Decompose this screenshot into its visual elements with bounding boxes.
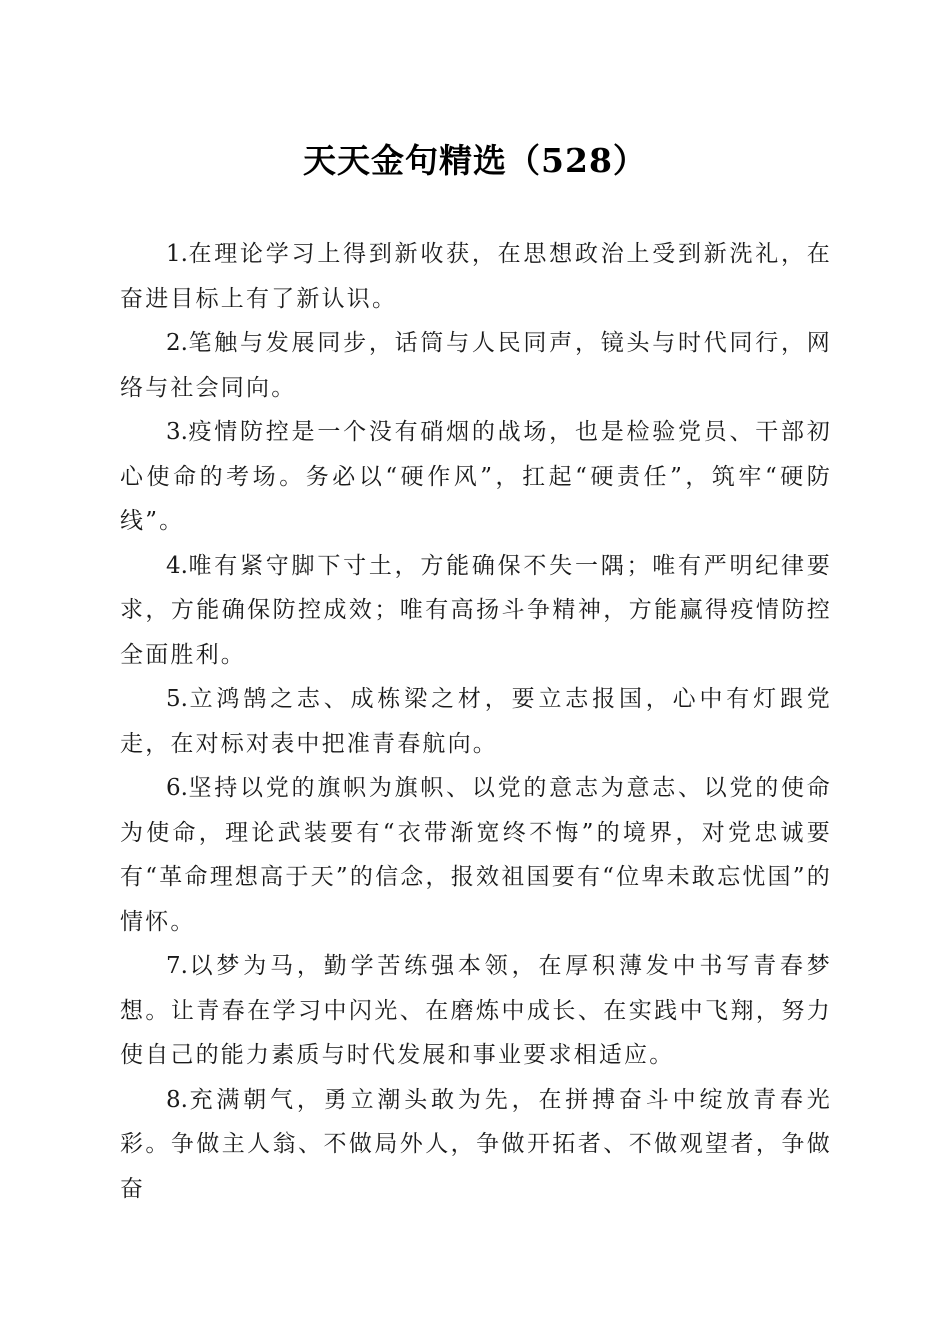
paragraph-6 xyxy=(120,766,832,944)
paragraph-text: 笔触与发展同步，话筒与人民同声，镜头与时代同行，网络与社会同向。 xyxy=(120,330,832,401)
document-body xyxy=(120,232,832,1211)
paragraph-4 xyxy=(120,544,832,678)
paragraph-2 xyxy=(120,321,832,410)
paragraph-5 xyxy=(120,677,832,766)
page-title: 天天金句精选（528） xyxy=(303,141,647,180)
paragraph-text: 在理论学习上得到新收获，在思想政治上受到新洗礼，在奋进目标上有了新认识。 xyxy=(120,241,832,312)
paragraph-text: 坚持以党的旗帜为旗帜、以党的意志为意志、以党的使命为使命，理论武装要有“衣带渐宽终不悔”的境界，对党忠诚要有“革命理想高于天”的信念，报效祖国要有“位卑未敢忘忧国”的情怀。 xyxy=(120,775,832,935)
paragraph-text: 疫情防控是一个没有硝烟的战场，也是检验党员、干部初心使命的考场。务必以“硬作风”，扛起“硬责任”，筑牢“硬防线”。 xyxy=(120,419,832,534)
paragraph-8 xyxy=(120,1078,832,1212)
paragraph-3 xyxy=(120,410,832,544)
paragraph-number: 4. xyxy=(166,552,188,579)
paragraph-1 xyxy=(120,232,832,321)
paragraph-number: 8. xyxy=(166,1086,188,1113)
paragraph-text: 以梦为马，勤学苦练强本领，在厚积薄发中书写青春梦想。让青春在学习中闪光、在磨炼中成长、在实践中飞翔，努力使自己的能力素质与时代发展和事业要求相适应。 xyxy=(120,953,832,1068)
paragraph-text: 充满朝气，勇立潮头敢为先，在拼搏奋斗中绽放青春光彩。争做主人翁、不做局外人，争做开拓者、不做观望者，争做奋 xyxy=(120,1086,832,1202)
paragraph-number: 5. xyxy=(166,686,188,712)
paragraph-number: 7. xyxy=(166,953,188,979)
paragraph-number: 2. xyxy=(166,330,188,356)
paragraph-number: 6. xyxy=(166,775,188,801)
paragraph-text: 唯有紧守脚下寸土，方能确保不失一隅；唯有严明纪律要求，方能确保防控成效；唯有高扬斗争精神，方能赢得疫情防控全面胜利。 xyxy=(120,552,832,668)
paragraph-text: 立鸿鹄之志、成栋梁之材，要立志报国，心中有灯跟党走，在对标对表中把准青春航向。 xyxy=(120,686,832,757)
paragraph-number: 1. xyxy=(166,241,188,267)
paragraph-7 xyxy=(120,944,832,1078)
paragraph-number: 3. xyxy=(166,419,188,445)
